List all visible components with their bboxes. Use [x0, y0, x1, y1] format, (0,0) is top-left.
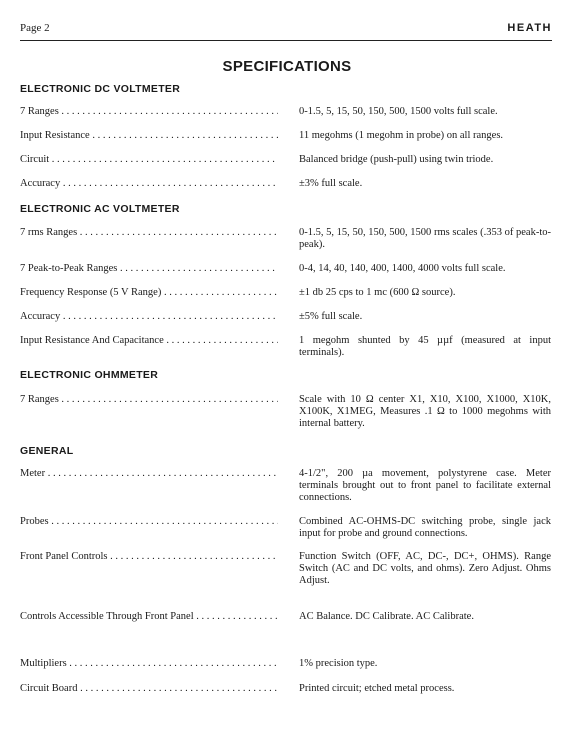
spec-label: Front Panel Controls . . .	[20, 551, 278, 563]
page-header	[20, 22, 552, 41]
spec-label: Probes . . .	[20, 516, 278, 528]
spec-label: 7 Ranges . . .	[20, 394, 278, 406]
spec-label: Controls Accessible Through Front Panel . . .	[20, 611, 278, 623]
spec-label: Accuracy . . .	[20, 311, 278, 323]
page-title: SPECIFICATIONS	[222, 58, 352, 75]
page-number: Page 2	[20, 22, 50, 34]
spec-value: Combined AC-OHMS-DC switching probe, single jack input for probe and ground connections.	[299, 516, 551, 539]
spec-label: Input Resistance And Capacitance . . .	[20, 335, 278, 347]
spec-value: Scale with 10 Ω center X1, X10, X100, X1000, X10K, X100K, X1MEG, Measures .1 Ω to 1000 megohms with internal battery.	[299, 394, 551, 429]
spec-label: Circuit . . .	[20, 154, 278, 166]
spec-value: ±3% full scale.	[299, 178, 363, 189]
spec-value: 0-1.5, 5, 15, 50, 150, 500, 1500 rms scales (.353 of peak-to-peak).	[299, 227, 551, 250]
brand-logo: HEATH	[507, 22, 552, 34]
spec-value: ±1 db 25 cps to 1 mc (600 Ω source).	[299, 287, 456, 298]
spec-value: AC Balance. DC Calibrate. AC Calibrate.	[299, 611, 474, 622]
spec-value: 0-1.5, 5, 15, 50, 150, 500, 1500 volts full scale.	[299, 106, 498, 117]
spec-value: 0-4, 14, 40, 140, 400, 1400, 4000 volts full scale.	[299, 263, 506, 274]
spec-value: 1% precision type.	[299, 658, 378, 669]
spec-value: 11 megohms (1 megohm in probe) on all ranges.	[299, 130, 504, 141]
section-heading-ohmmeter: ELECTRONIC OHMMETER	[20, 369, 159, 381]
spec-label: Meter . . .	[20, 468, 278, 480]
spec-value: 1 megohm shunted by 45 µµf (measured at input terminals).	[299, 335, 551, 358]
section-heading-dc-voltmeter: ELECTRONIC DC VOLTMETER	[20, 83, 181, 95]
spec-label: Multipliers . . .	[20, 658, 278, 670]
spec-value: 4-1/2", 200 µa movement, polystyrene case. Meter terminals brought out to front panel to facilitate external connections.	[299, 468, 551, 503]
spec-label: Circuit Board . . .	[20, 683, 278, 695]
spec-label: Frequency Response (5 V Range) . . .	[20, 287, 278, 299]
spec-label: 7 Ranges . . .	[20, 106, 278, 118]
spec-value: Balanced bridge (push-pull) using twin triode.	[299, 154, 494, 165]
spec-label: Input Resistance . . .	[20, 130, 278, 142]
spec-label: 7 Peak-to-Peak Ranges . . .	[20, 263, 278, 275]
spec-value: Printed circuit; etched metal process.	[299, 683, 455, 694]
spec-label: 7 rms Ranges . . .	[20, 227, 278, 239]
section-heading-ac-voltmeter: ELECTRONIC AC VOLTMETER	[20, 203, 180, 215]
spec-label: Accuracy . . .	[20, 178, 278, 190]
spec-value: ±5% full scale.	[299, 311, 363, 322]
spec-value: Function Switch (OFF, AC, DC-, DC+, OHMS). Range Switch (AC and DC volts, and ohms). Zero Adjust. Ohms Adjust.	[299, 551, 551, 586]
section-heading-general: GENERAL	[20, 445, 74, 457]
